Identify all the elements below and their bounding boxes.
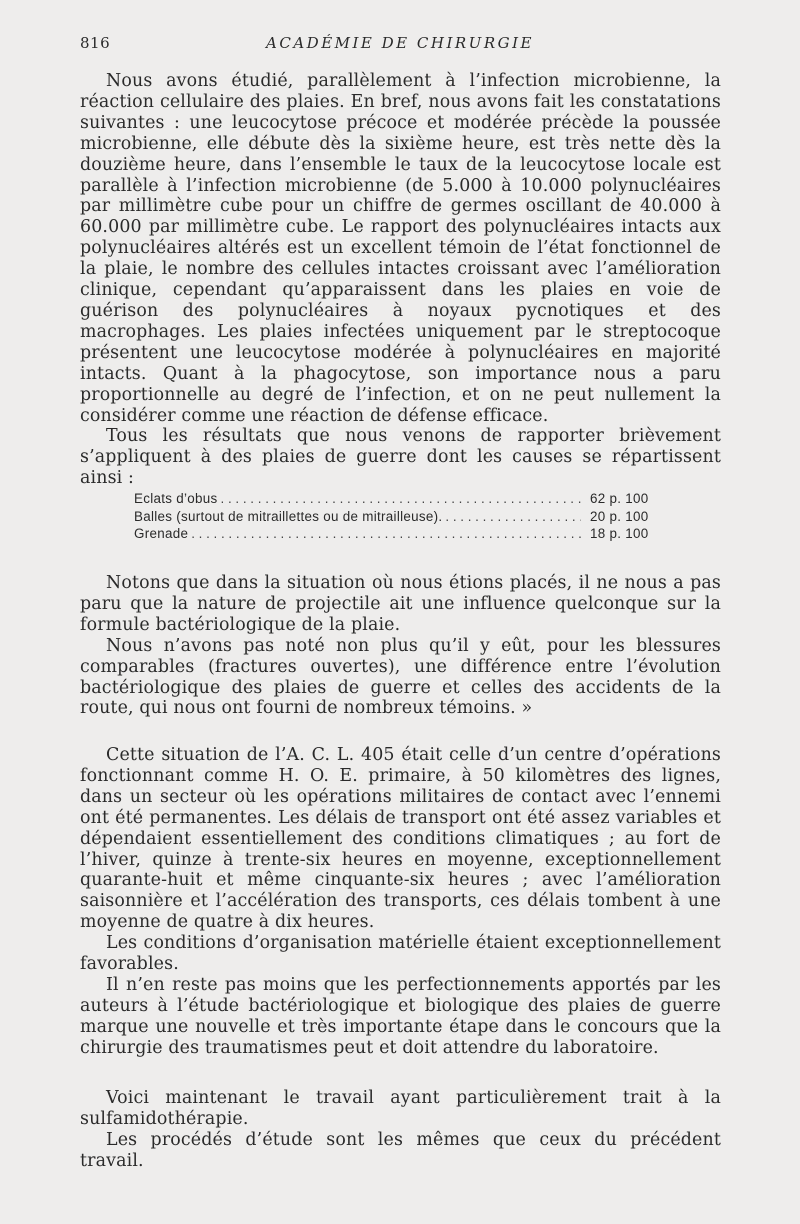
table-row — [134, 490, 674, 508]
section-situation — [80, 745, 721, 1059]
dot-leader — [221, 490, 581, 508]
page-number: 816 — [80, 34, 111, 52]
paragraph: Voici maintenant le travail ayant particulièrement trait à la sulfamidothérapie. — [80, 1088, 721, 1129]
row-label: Grenade — [134, 526, 189, 542]
row-label: Eclats d’obus — [134, 491, 218, 506]
paragraph: Nous n’avons pas noté non plus qu’il y eût, pour les blessures comparables (fractures ouvertes), une différence entre l’évolution bactériologique des plaies de guerre et celles des accidents de la route, qui nous ont fourni de nombreux témoins. » — [80, 635, 721, 719]
row-value: 18 p. 100 — [590, 526, 649, 542]
table-row — [134, 508, 674, 526]
section-cellular-reaction — [80, 71, 721, 489]
paragraph: Nous avons étudié, parallèlement à l’infection microbienne, la réaction cellulaire des plaies. En bref, nous avons fait les constatations suivantes : une leucocytose précoce et modérée précède la poussée microbienne, elle débute dès la sixième heure, est très nette dès la douzième heure, dans l’ensemble le taux de la leucocytose locale est parallèle à l’infection microbienne (de 5.000 à 10.000 polynucléaires par millimètre cube pour un chiffre de germes oscillant de 40.000 à 60.000 par millimètre cube. Le rapport des polynucléaires intacts aux polynucléaires altérés est un excellent témoin de l’état fonctionnel de la plaie, le nombre des cellules intactes croissant avec l’amélioration clinique, cependant qu’apparaissent dans les plaies en voie de guérison des polynucléaires à noyaux pycnotiques et des macrophages. Les plaies infectées uniquement par le streptocoque présentent une leucocytose modérée à polynucléaires en majorité intacts. Quant à la phagocytose, son importance nous a paru proportionnelle au degré de l’infection, et on ne peut nullement la considérer comme une réaction de défense efficace. — [80, 71, 721, 426]
dot-leader — [191, 525, 581, 543]
row-value: 20 p. 100 — [590, 508, 649, 524]
paragraph: Les conditions d’organisation matérielle étaient exceptionnellement favorables. — [80, 933, 721, 975]
paragraph: Tous les résultats que nous venons de rapporter brièvement s’appliquent à des plaies de guerre dont les causes se répartissent ainsi : — [80, 426, 721, 489]
dot-leader — [445, 508, 581, 526]
row-label: Balles (surtout de mitraillettes ou de mitrailleuse). — [134, 508, 443, 524]
row-value: 62 p. 100 — [590, 491, 649, 506]
paragraph: Notons que dans la situation où nous étions placés, il ne nous a pas paru que la nature de projectile ait une influence quelconque sur la formule bactériologique de la plaie. — [80, 573, 721, 635]
paragraph: Cette situation de l’A. C. L. 405 était celle d’un centre d’opérations fonctionnant comme H. O. E. primaire, à 50 kilomètres des lignes, dans un secteur où les opérations militaires de contact avec l’ennemi ont été permanentes. Les délais de transport ont été assez variables et dépendaient essentiellement des conditions climatiques ; au fort de l’hiver, quinze à trente-six heures en moyenne, exceptionnellement quarante-huit et même cinquante-six heures ; avec l’amélioration saisonnière et l’accélération des transports, ces délais tombent à une moyenne de quatre à dix heures. — [80, 745, 721, 933]
table-row — [134, 525, 674, 543]
paragraph: Les procédés d’étude sont les mêmes que ceux du précédent travail. — [80, 1129, 721, 1171]
paragraph: Il n’en reste pas moins que les perfectionnements apportés par les auteurs à l’étude bactériologique et biologique des plaies de guerre marque une nouvelle et très importante étape dans le concours que la chirurgie des traumatismes peut et doit attendre du laboratoire. — [80, 974, 721, 1058]
page-header — [80, 34, 720, 56]
section-sulfamide — [80, 1088, 721, 1172]
wound-causes-table — [134, 490, 674, 543]
section-projectile-notes — [80, 573, 721, 719]
running-head: ACADÉMIE DE CHIRURGIE — [266, 34, 534, 52]
